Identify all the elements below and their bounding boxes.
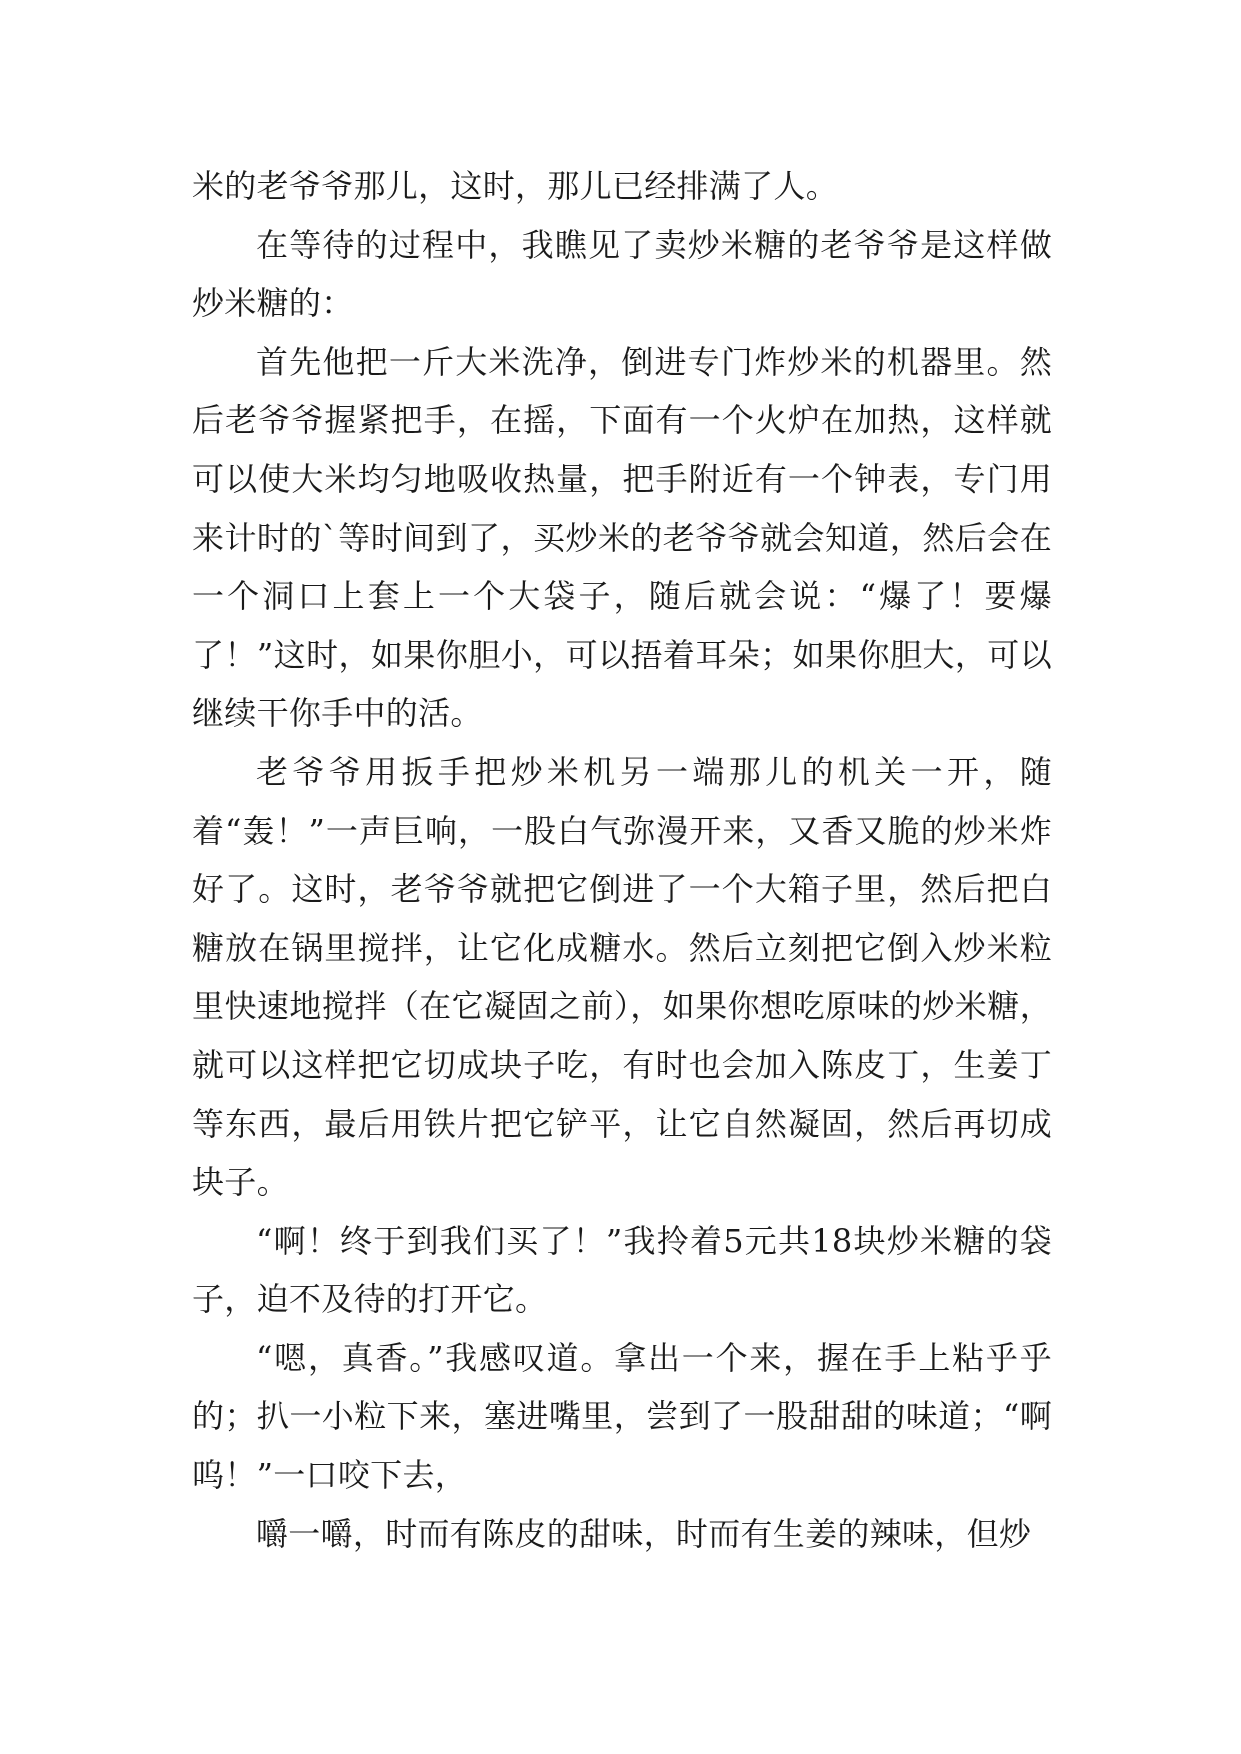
paragraph: “啊！终于到我们买了！”我拎着5元共18块炒米糖的袋子，迫不及待的打开它。	[192, 1221, 1052, 1319]
paragraph: 首先他把一斤大米洗净，倒进专门炸炒米的机器里。然后老爷爷握紧把手，在摇，下面有一个火炉在加热，这样就可以使大米均匀地吸收热量，把手附近有一个钟表，专门用来计时的`等时间到了，买炒米的老爷爷就会知道，然后会在一个洞口上套上一个大袋子，随后就会说：“爆了！要爆了！”这时，如果你胆小，可以捂着耳朵；如果你胆大，可以继续干你手中的活。	[192, 342, 1052, 733]
paragraph-continuation: 米的老爷爷那儿，这时，那儿已经排满了人。	[192, 167, 839, 205]
paragraph: 嚼一嚼，时而有陈皮的甜味，时而有生姜的辣味，但炒	[256, 1514, 1032, 1553]
paragraph: “嗯，真香。”我感叹道。拿出一个来，握在手上粘乎乎的；扒一小粒下来，塞进嘴里，尝到了一股甜甜的味道；“啊呜！”一口咬下去，	[192, 1338, 1052, 1495]
paragraph: 在等待的过程中，我瞧见了卖炒米糖的老爷爷是这样做炒米糖的：	[192, 225, 1052, 323]
paragraph: 老爷爷用扳手把炒米机另一端那儿的机关一开，随着“轰！”一声巨响，一股白气弥漫开来，又香又脆的炒米炸好了。这时，老爷爷就把它倒进了一个大箱子里，然后把白糖放在锅里搅拌，让它化成糖水。然后立刻把它倒入炒米粒里快速地搅拌（在它凝固之前），如果你想吃原味的炒米糖，就可以这样把它切成块子吃，有时也会加入陈皮丁，生姜丁等东西，最后用铁片把它铲平，让它自然凝固，然后再切成块子。	[192, 752, 1052, 1202]
article-body	[192, 157, 1052, 1563]
